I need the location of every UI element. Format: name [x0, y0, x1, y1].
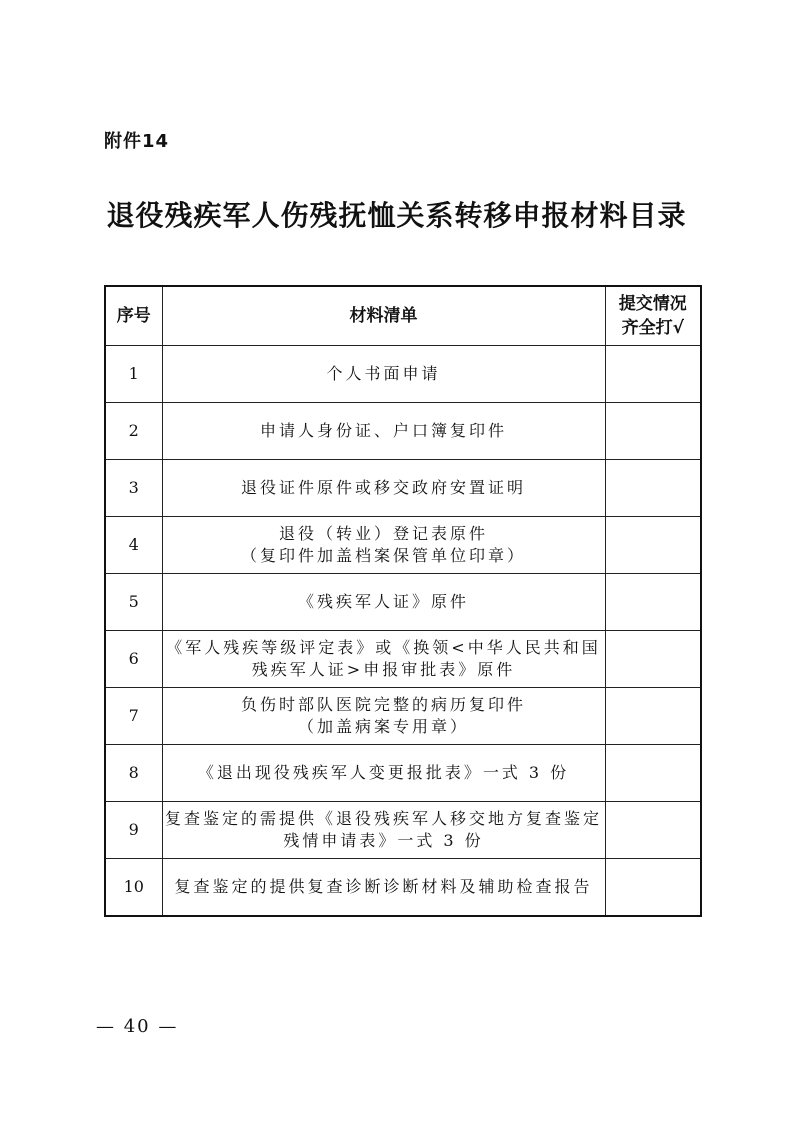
page-number: — 40 —	[96, 1016, 179, 1037]
table-row	[105, 346, 701, 403]
material-item	[162, 631, 605, 688]
submission-check-cell	[605, 346, 701, 403]
material-item-line: 残情申请表》一式 3 份	[283, 831, 484, 850]
material-item-line: 《退出现役残疾军人变更报批表》一式 3 份	[197, 763, 570, 782]
submission-check-cell	[605, 631, 701, 688]
submission-check-cell	[605, 859, 701, 917]
material-item-line: 《残疾军人证》原件	[297, 592, 469, 611]
header-check-line1: 提交情况	[618, 294, 687, 314]
material-item-line: 申请人身份证、户口簿复印件	[259, 421, 507, 440]
row-number: 9	[105, 802, 162, 859]
submission-check-cell	[605, 688, 701, 745]
row-number: 2	[105, 403, 162, 460]
material-item	[162, 859, 605, 917]
material-item	[162, 745, 605, 802]
table-row	[105, 688, 701, 745]
row-number: 8	[105, 745, 162, 802]
row-number: 6	[105, 631, 162, 688]
material-item	[162, 346, 605, 403]
submission-check-cell	[605, 802, 701, 859]
submission-check-cell	[605, 403, 701, 460]
table-row	[105, 802, 701, 859]
material-item-line: 退役证件原件或移交政府安置证明	[240, 478, 526, 497]
row-number: 4	[105, 517, 162, 574]
material-item-line: 复查鉴定的需提供《退役残疾军人移交地方复查鉴定	[164, 809, 602, 828]
table-body	[105, 346, 701, 917]
material-item-line: 残疾军人证>申报审批表》原件	[251, 660, 516, 679]
material-item-line: （加盖病案专用章）	[297, 717, 469, 736]
table-row	[105, 631, 701, 688]
row-number: 3	[105, 460, 162, 517]
table-header-row	[105, 286, 701, 346]
row-number: 5	[105, 574, 162, 631]
material-item-line: 退役（转业）登记表原件	[278, 524, 488, 543]
attachment-label: 附件14	[104, 131, 170, 152]
row-number: 10	[105, 859, 162, 917]
material-item-line: 个人书面申请	[326, 364, 441, 383]
row-number: 7	[105, 688, 162, 745]
material-item	[162, 688, 605, 745]
table-row	[105, 574, 701, 631]
header-no: 序号	[105, 286, 162, 346]
material-item-line: 复查鉴定的提供复查诊断诊断材料及辅助检查报告	[174, 877, 593, 896]
header-check-line2: 齐全打√	[621, 318, 684, 338]
submission-check-cell	[605, 745, 701, 802]
table-row	[105, 460, 701, 517]
materials-table	[104, 285, 702, 917]
table-row	[105, 517, 701, 574]
submission-check-cell	[605, 517, 701, 574]
row-number: 1	[105, 346, 162, 403]
table-row	[105, 403, 701, 460]
submission-check-cell	[605, 574, 701, 631]
material-item-line: 《军人残疾等级评定表》或《换领<中华人民共和国	[166, 638, 601, 657]
material-item-line: （复印件加盖档案保管单位印章）	[240, 546, 526, 565]
material-item	[162, 460, 605, 517]
header-item: 材料清单	[162, 286, 605, 346]
table-row	[105, 859, 701, 917]
table-row	[105, 745, 701, 802]
material-item	[162, 802, 605, 859]
submission-check-cell	[605, 460, 701, 517]
material-item-line: 负伤时部队医院完整的病历复印件	[240, 695, 526, 714]
material-item	[162, 574, 605, 631]
material-item	[162, 403, 605, 460]
material-item	[162, 517, 605, 574]
document-title: 退役残疾军人伤残抚恤关系转移申报材料目录	[106, 199, 687, 232]
header-check	[605, 286, 701, 346]
